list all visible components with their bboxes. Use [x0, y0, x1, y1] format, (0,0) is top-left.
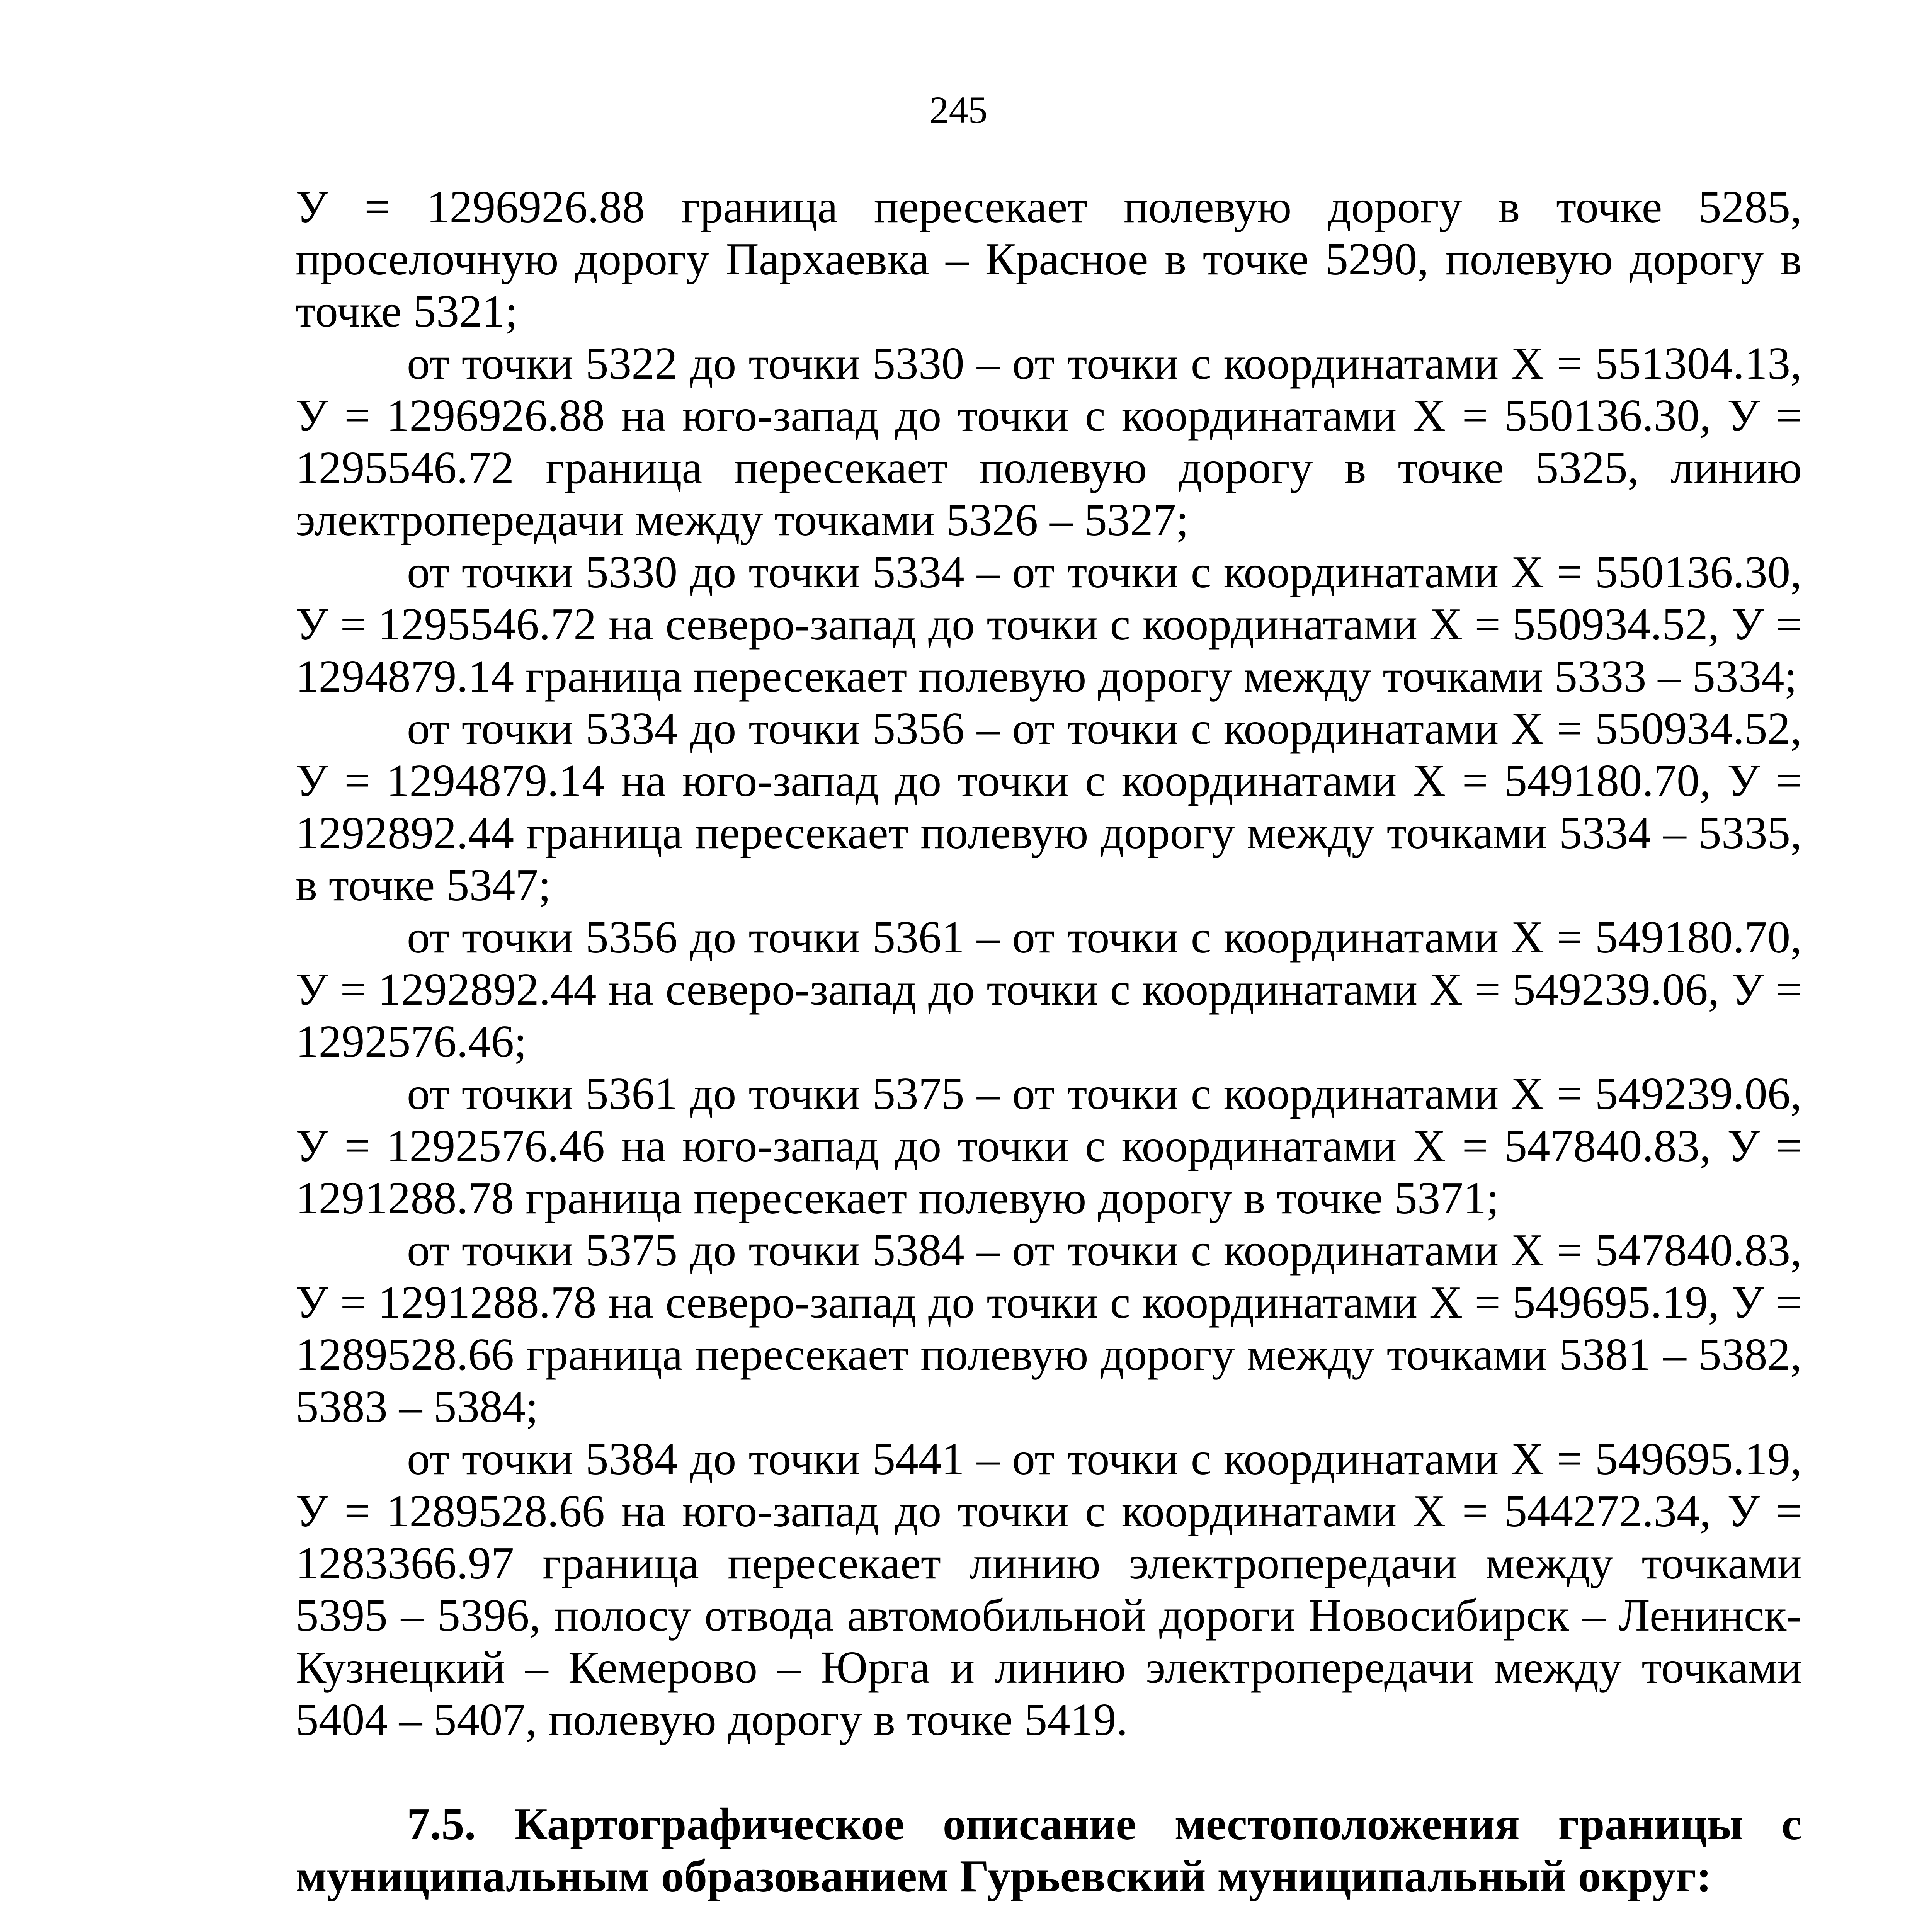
page-number: 245 [929, 88, 988, 131]
paragraph: от точки 5375 до точки 5384 – от точки с координатами Х = 547840.83, У = 1291288.78 на северо-запад до точки с координатами Х = 549695.19, У = 1289528.66 граница пересекает полевую дорогу между точками 5381 – 5382, 5383 – 5384; [296, 1225, 1802, 1432]
paragraph: от точки 5361 до точки 5375 – от точки с координатами Х = 549239.06, У = 1292576.46 на юго-запад до точки с координатами Х = 547840.83, У = 1291288.78 граница пересекает полевую дорогу в точке 5371; [296, 1068, 1802, 1223]
paragraph: от точки 5322 до точки 5330 – от точки с координатами Х = 551304.13, У = 1296926.88 на юго-запад до точки с координатами Х = 550136.30, У = 1295546.72 граница пересекает полевую дорогу в точке 5325, линию электропередачи между точками 5326 – 5327; [296, 338, 1802, 545]
paragraph: от точки 5334 до точки 5356 – от точки с координатами Х = 550934.52, У = 1294879.14 на юго-запад до точки с координатами Х = 549180.70, У = 1292892.44 граница пересекает полевую дорогу между точками 5334 – 5335, в точке 5347; [296, 703, 1802, 910]
paragraph: от точки 5384 до точки 5441 – от точки с координатами Х = 549695.19, У = 1289528.66 на юго-запад до точки с координатами Х = 544272.34, У = 1283366.97 граница пересекает линию электропередачи между точками 5395 – 5396, полосу отвода автомобильной дороги Новосибирск – Ленинск-Кузнецкий – Кемерово – Юрга и линию электропередачи между точками 5404 – 5407, полевую дорогу в точке 5419. [296, 1433, 1802, 1745]
paragraph: У = 1296926.88 граница пересекает полевую дорогу в точке 5285, проселочную дорогу Пархаевка – Красное в точке 5290, полевую дорогу в точке 5321; [296, 181, 1802, 337]
document-body [296, 181, 1802, 1932]
section-heading: 7.5. Картографическое описание местоположения границы с муниципальным образованием Гурьевский муниципальный округ: [296, 1798, 1802, 1901]
paragraph: от точки 5356 до точки 5361 – от точки с координатами Х = 549180.70, У = 1292892.44 на северо-запад до точки с координатами Х = 549239.06, У = 1292576.46; [296, 912, 1802, 1067]
paragraph: от точки 5330 до точки 5334 – от точки с координатами Х = 550136.30, У = 1295546.72 на северо-запад до точки с координатами Х = 550934.52, У = 1294879.14 граница пересекает полевую дорогу между точками 5333 – 5334; [296, 546, 1802, 702]
